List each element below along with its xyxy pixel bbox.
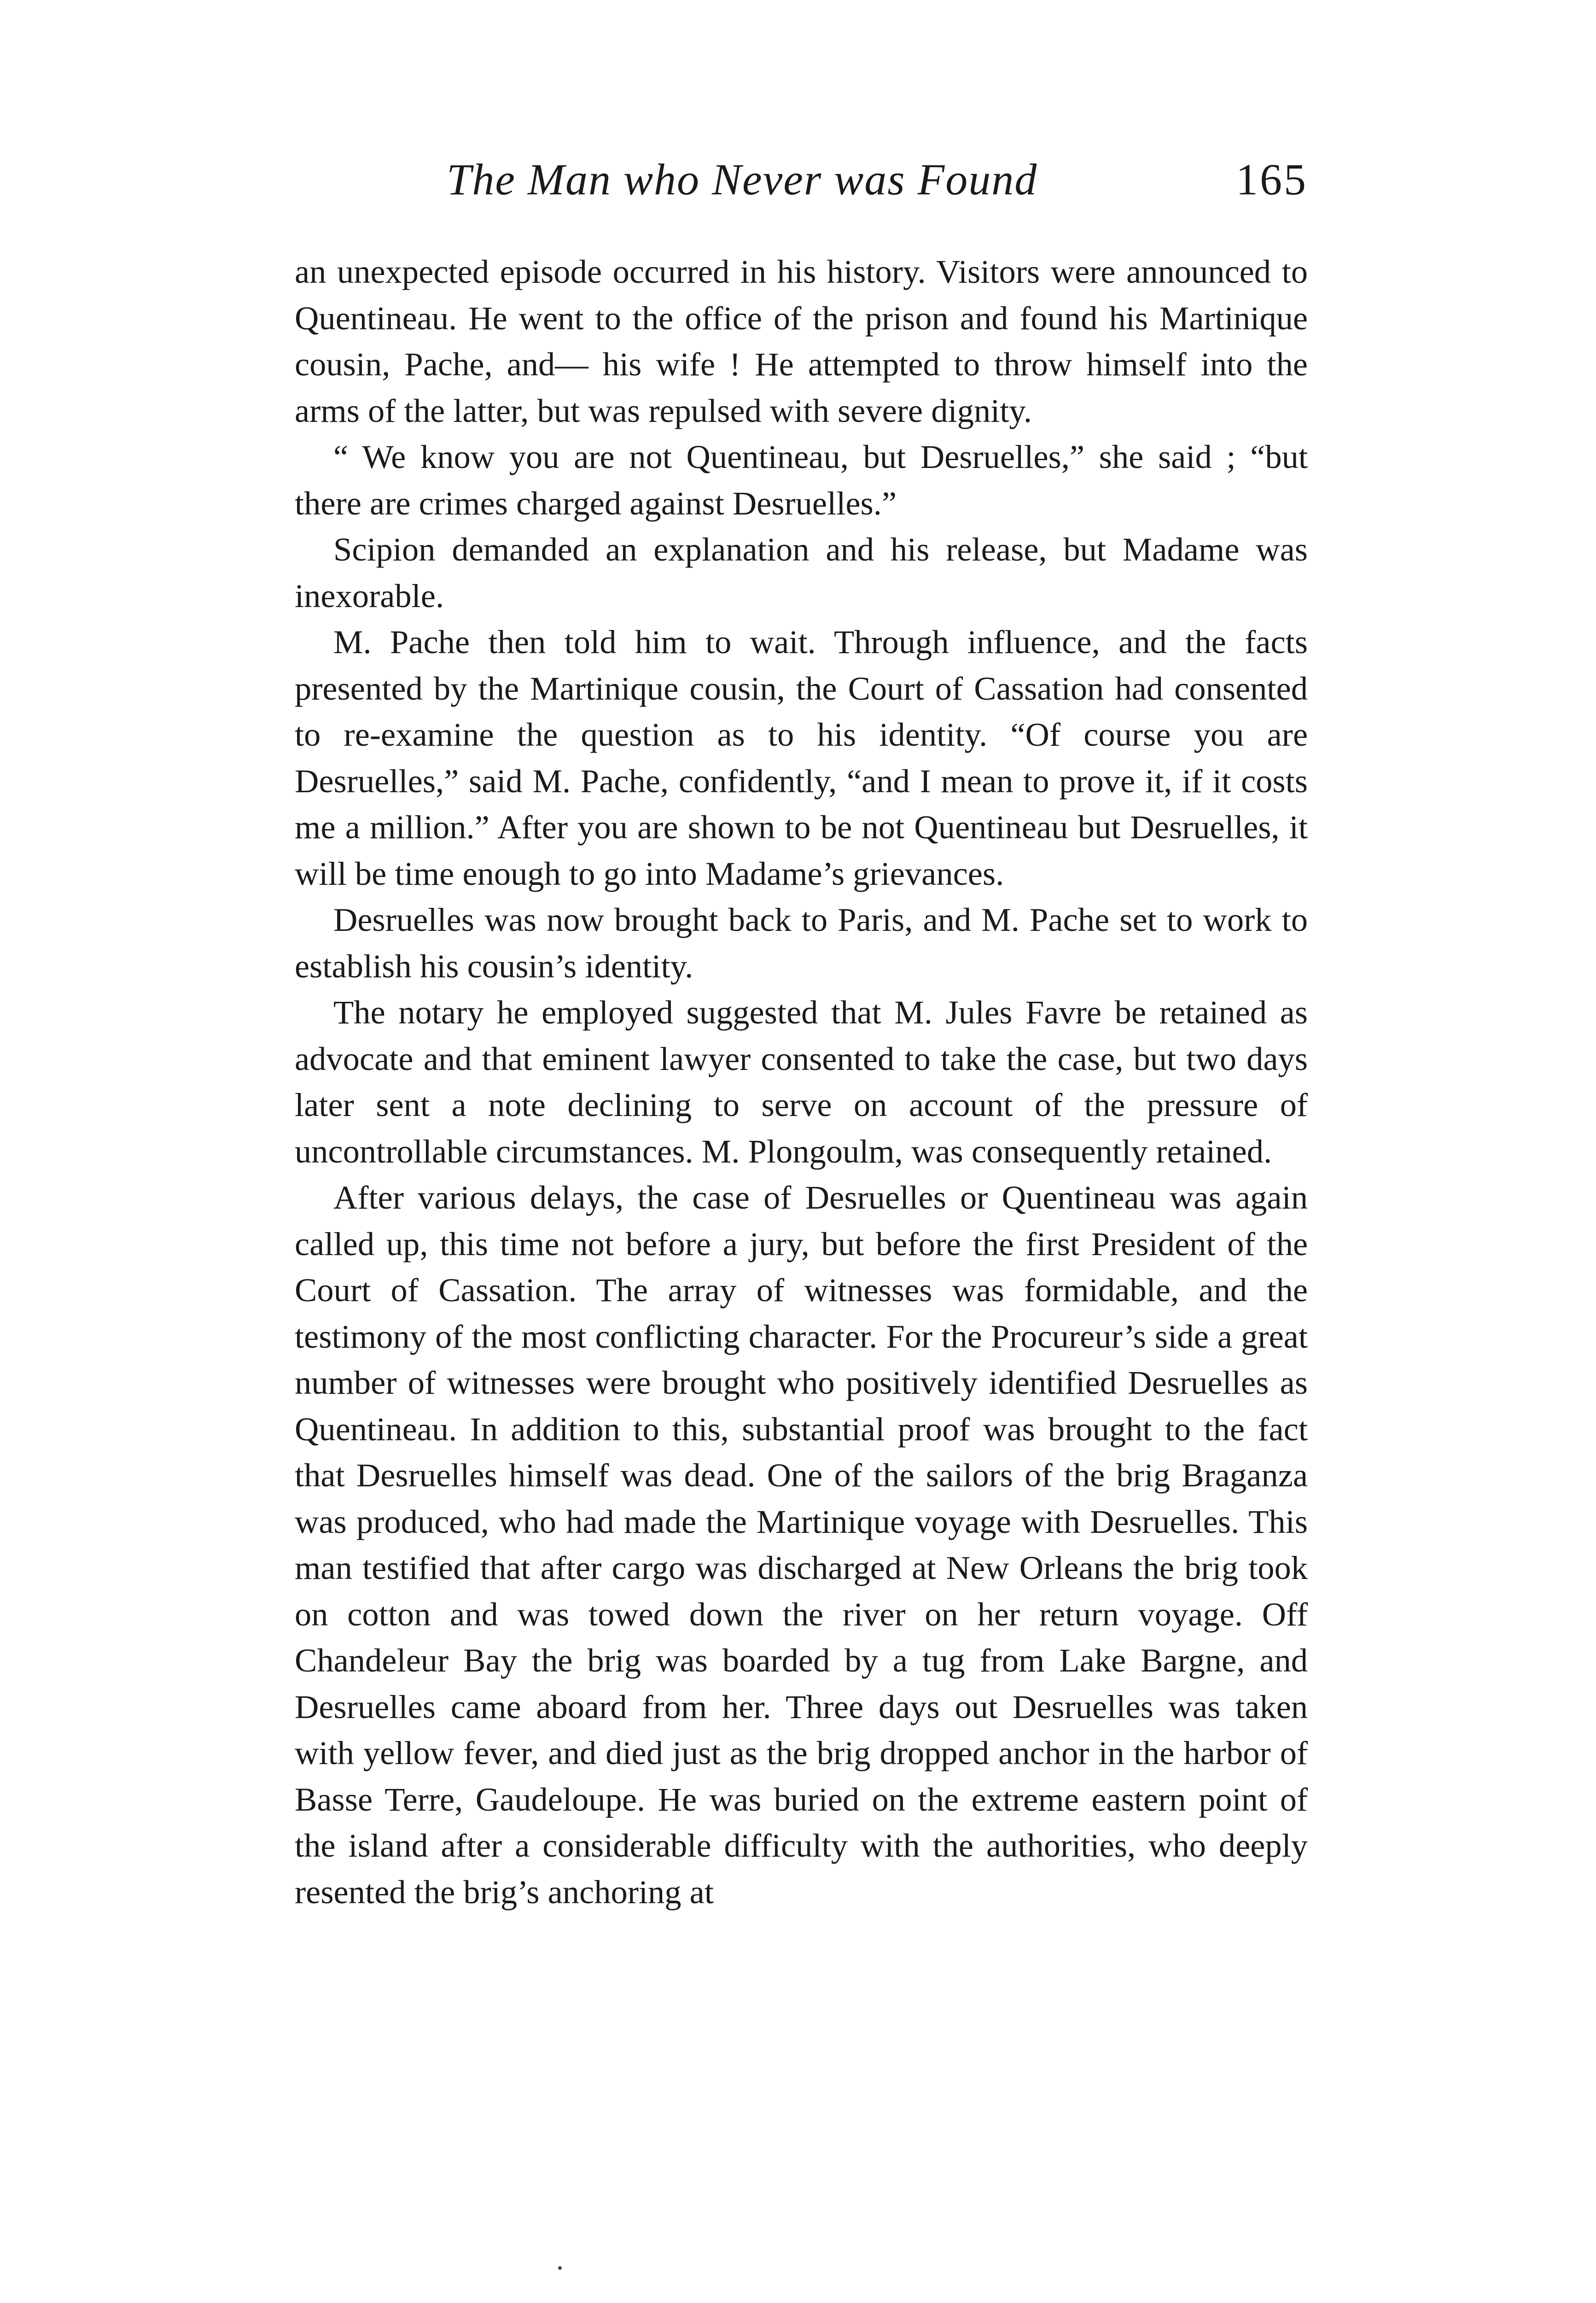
paragraph: Scipion demanded an explanation and his release, but Madame was inexorable. <box>295 531 1308 614</box>
paragraph: Desruelles was now brought back to Paris, and M. Pache set to work to establish his cousin’s identity. <box>295 901 1308 985</box>
paragraph: The notary he employed suggested that M. Jules Favre be retained as advocate and that eminent lawyer consented to take the case, but two days later sent a note declining to serve on account of the pressure of uncontrollable circumstances. M. Plongoulm, was consequently retained. <box>295 994 1308 1170</box>
paragraph: an unexpected episode occurred in his history. Visitors were announced to Quentineau. He went to the office of the prison and found his Martinique cousin, Pache, and— his wife ! He attempted to throw himself into the arms of the latter, but was repulsed with severe dignity. <box>295 253 1308 429</box>
paragraph: “ We know you are not Quentineau, but Desruelles,” she said ; “but there are crimes charged against Desruelles.” <box>295 438 1308 522</box>
page-number: 165 <box>1236 155 1308 204</box>
paragraph: M. Pache then told him to wait. Through influence, and the facts presented by the Martinique cousin, the Court of Cassation had consented to re-examine the question as to his identity. “Of course you are Desruelles,” said M. Pache, confidently, “and I mean to prove it, if it costs me a million.” After you are shown to be not Quentineau but Desruelles, it will be time enough to go into Madame’s grievances. <box>295 623 1308 892</box>
running-title: The Man who Never was Found <box>447 155 1038 204</box>
paragraph: After various delays, the case of Desruelles or Quentineau was again called up, this time not before a jury, but before the first President of the Court of Cassation. The array of witnesses was formidable, and the testimony of the most conflicting character. For the Procureur’s side a great number of witnesses were brought who positively identified Desruelles as Quentineau. In addition to this, substantial proof was brought to the fact that Desruelles himself was dead. One of the sailors of the brig Braganza was produced, who had made the Martinique voyage with Desruelles. This man testified that after cargo was discharged at New Orleans the brig took on cotton and was towed down the river on her return voyage. Off Chandeleur Bay the brig was boarded by a tug from Lake Bargne, and Desruelles came aboard from her. Three days out Desruelles was taken with yellow fever, and died just as the brig dropped anchor in the harbor of Basse Terre, Gaudeloupe. He was buried on the extreme eastern point of the island after a considerable difficulty with the authorities, who deeply resented the brig’s anchoring at <box>295 1179 1308 1911</box>
running-head <box>295 147 1308 212</box>
body-text <box>295 249 1308 1915</box>
ink-speck <box>558 2266 562 2270</box>
